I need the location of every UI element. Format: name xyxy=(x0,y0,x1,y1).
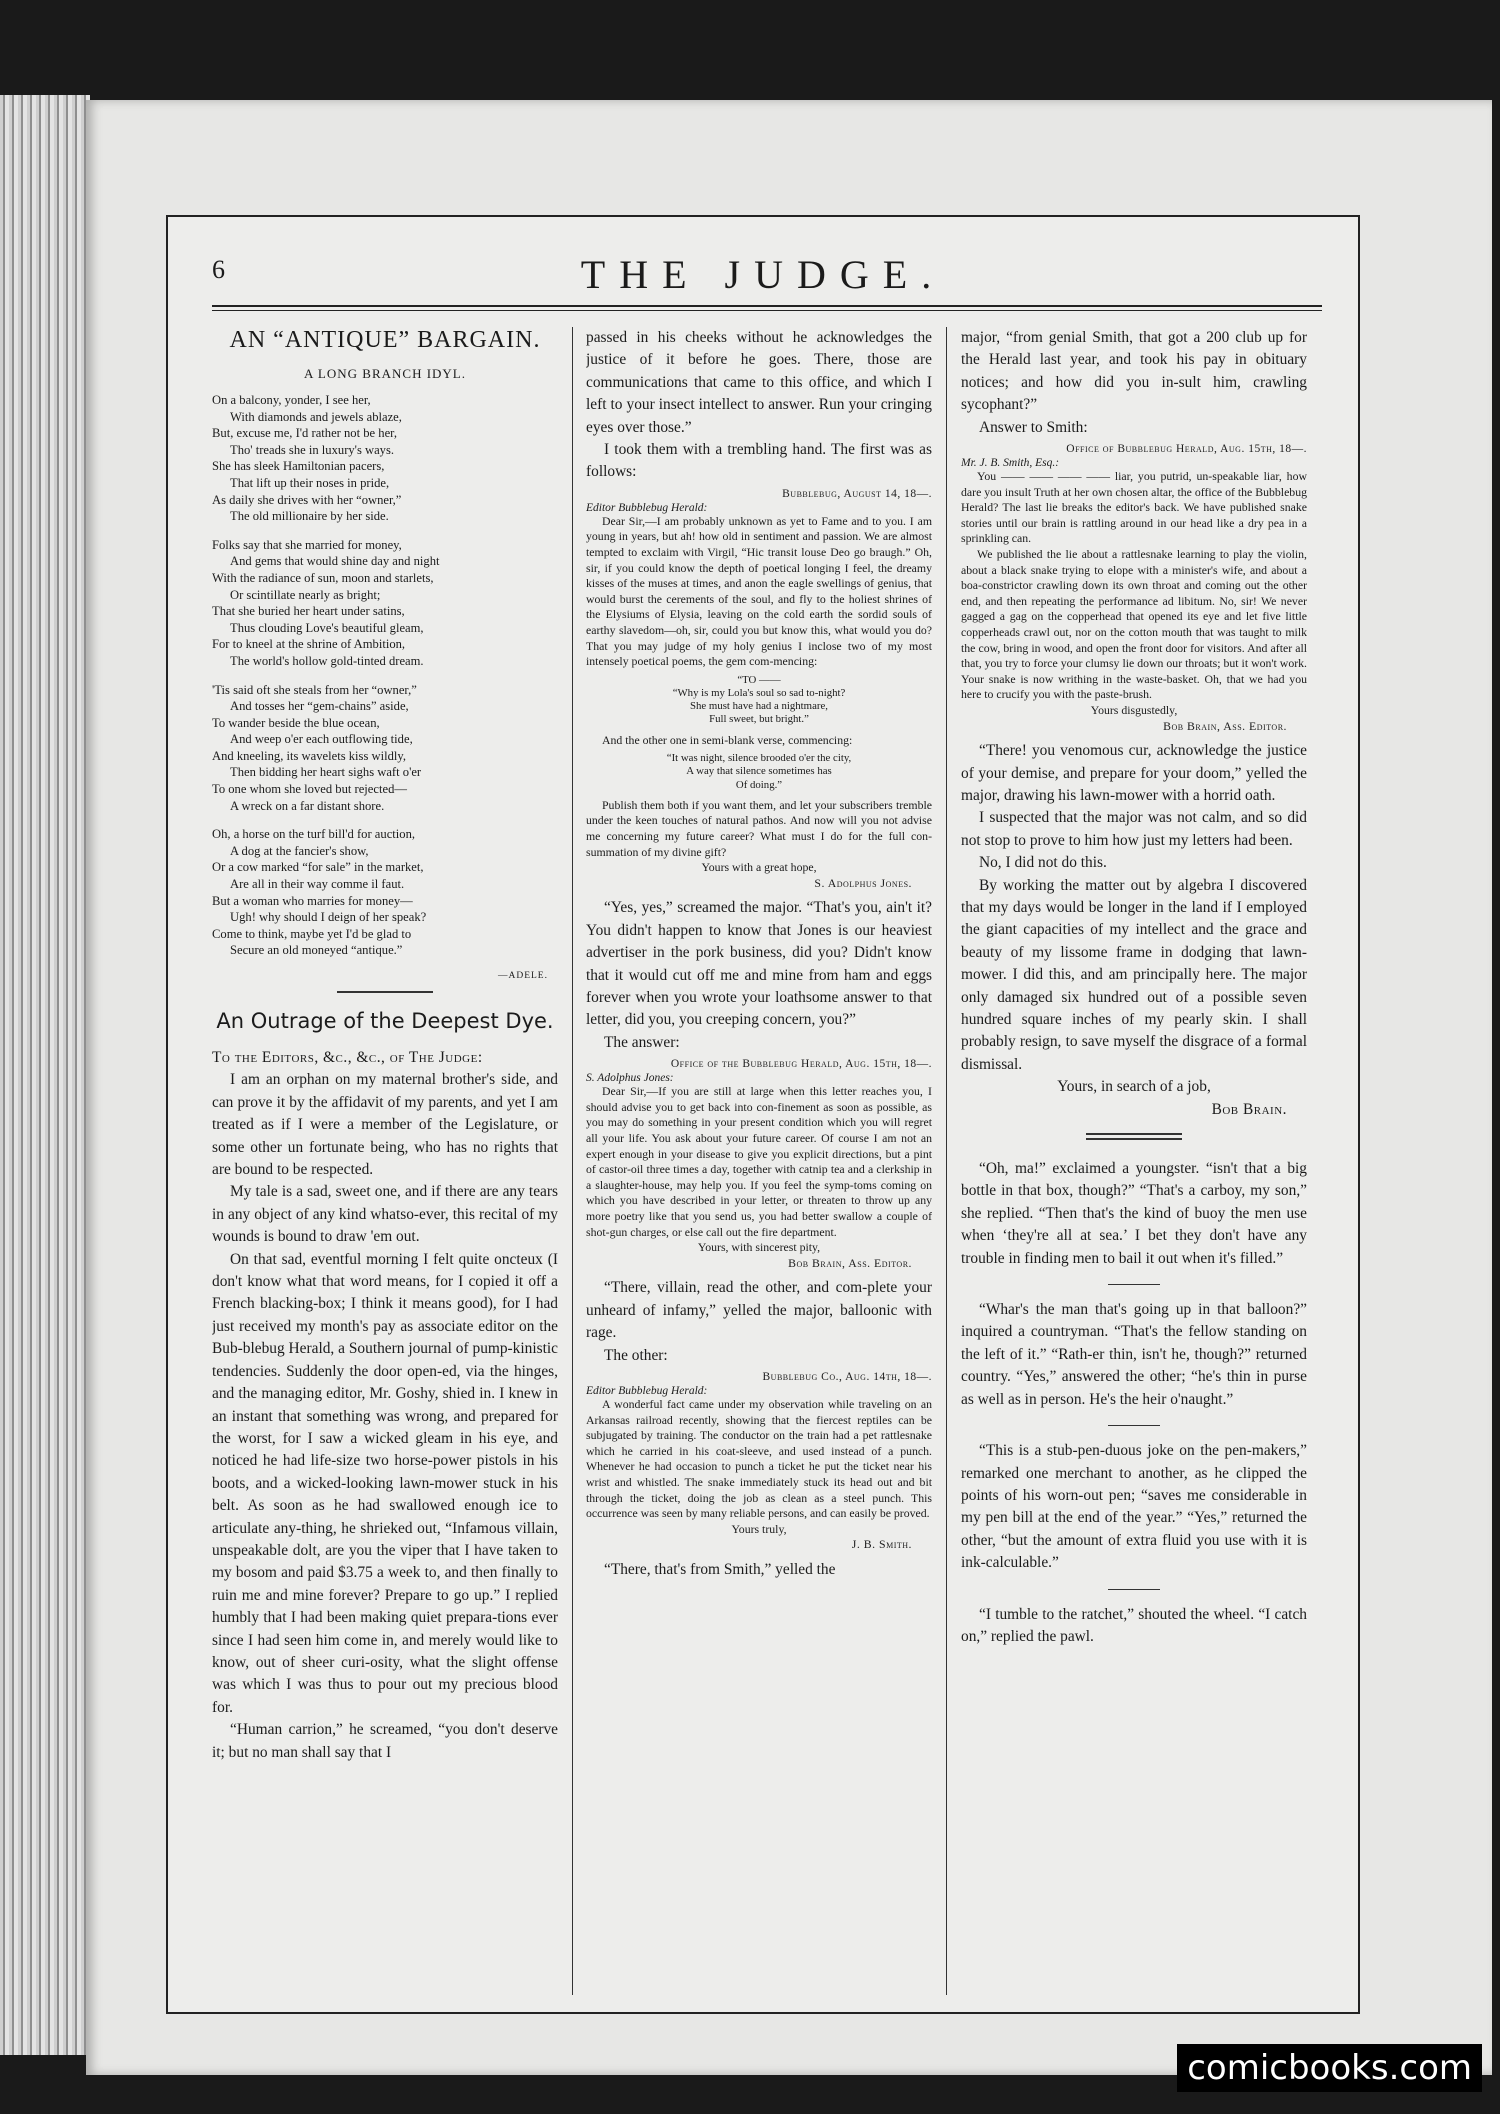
column-1 xyxy=(212,327,558,1995)
letter-closing: Yours, with sincerest pity, xyxy=(697,1240,821,1255)
header-rule-thin xyxy=(212,310,1322,311)
poem-line: Or scintillate nearly as bright; xyxy=(230,587,381,602)
joke: “I tumble to the ratchet,” shouted the wheel. “I catch on,” replied the pawl. xyxy=(961,1605,1307,1645)
poem-line: For to kneel at the shrine of Ambition, xyxy=(212,637,406,652)
letter-address: Mr. J. B. Smith, Esq.: xyxy=(961,457,1060,470)
poem-line: Folks say that she married for money, xyxy=(212,537,402,552)
poem-stanza xyxy=(212,392,558,525)
poem-stanza xyxy=(212,537,558,670)
letter-closing: Yours truly, xyxy=(731,1521,787,1536)
masthead: THE JUDGE. xyxy=(580,252,946,297)
article-title: An Outrage of the Deepest Dye. xyxy=(216,1009,554,1033)
letter-body: A wonderful fact came under my observation while traveling on an Arkansas railroad recently, showing that the fiercest reptiles can be subjugated by training. The conductor on the train had a pet rattlesnake which he carried in his coat-sleeve, and used instead of a punch. Whenever he had occasion to punch a ticket he put the ticket near his wrist and whistled. The snake immediately stuck its head out and bit through the ticket, doing the job as clean as a steel punch. This occurrence was seen by many reliable persons, and can easily be proved. xyxy=(586,1396,932,1521)
joke: “Oh, ma!” exclaimed a youngster. “isn't that a big bottle in that box, though?” “That's a carboy, my son,” she replied. “Then that's the kind of buoy the men use when ‘they're all at sea.’ I bet they don't have any trouble in finding men to bail it out when it's filled.” xyxy=(961,1160,1307,1267)
paragraph: “There! you venomous cur, acknowledge the justice of your demise, and prepare for your doom,” yelled the major, drawing his lawn-mower with a horrid oath. xyxy=(961,742,1307,804)
poem-line: But, excuse me, I'd rather not be her, xyxy=(212,426,398,441)
letter-body: We published the lie about a rattlesnake learning to play the violin, about a black snake trying to elope with a minister's wife, and about a boa-constrictor crawling down its own throat and coming out the other end, and then repeating the performance ad libitum. No, sir! We never gagged a gag on the copperhead that opened its eye and let five little copperheads crawl out, nor on the cotton mouth that was taught to milk the cow, bring in wood, and open the front door for visitors. And after all that, you try to force your clumsy lie down our throats; but it won't work. Your snake is now writhing in the waste-basket. Oh, that we had you here to crucify you with the paste-brush. xyxy=(961,547,1307,702)
letter-signature: J. B. Smith. xyxy=(851,1537,912,1552)
poem-line: That she buried her heart under satins, xyxy=(212,604,405,619)
paragraph: Answer to Smith: xyxy=(979,418,1088,436)
poem-line: And gems that would shine day and night xyxy=(230,554,440,569)
column-divider xyxy=(946,327,947,1995)
page-header xyxy=(168,217,1358,297)
poem-line: But a woman who marries for money— xyxy=(212,893,413,908)
column-3 xyxy=(961,327,1307,1995)
paragraph: major, “from genial Smith, that got a 200 club up for the Herald last year, and took his pay in obituary notices; and how did you in-sult him, crawling sycophant?” xyxy=(961,329,1307,414)
joke: “This is a stub-pen-duous joke on the pen-makers,” remarked one merchant to another, as he clipped the points of his worn-out pen; “saves me considerable in my pen bill at the end of the year.” “Yes,” returned the other, “but the amount of extra fluid you use with it is ink-calculable.” xyxy=(961,1442,1307,1572)
letter-dateline: Office of Bubblebug Herald, Aug. 15th, 18—. xyxy=(1066,443,1307,456)
poem-stanza xyxy=(212,682,558,815)
joke-rule xyxy=(1108,1425,1160,1426)
poem-line: And kneeling, its wavelets kiss wildly, xyxy=(212,748,407,763)
letter-address: Editor Bubblebug Herald: xyxy=(586,1384,708,1397)
closing: Yours, in search of a job, xyxy=(1057,1078,1211,1096)
poem-line: 'Tis said oft she steals from her “owner,” xyxy=(212,682,417,697)
column-2 xyxy=(586,327,932,1995)
section-rule xyxy=(337,991,433,993)
poem-title: AN “ANTIQUE” BARGAIN. xyxy=(229,327,541,353)
poem-line: Then bidding her heart sighs waft o'er xyxy=(230,765,422,780)
verse-line: “TO —— xyxy=(737,673,781,686)
paragraph: My tale is a sad, sweet one, and if there are any tears in any object of any kind whatso-ever, this recital of my wounds is bound to draw 'em out. xyxy=(212,1183,558,1246)
paragraph: I am an orphan on my maternal brother's side, and can prove it by the affidavit of my parents, and yet I am treated as if I were a member of the Legislature, or some other un fortunate being, who has no rights that are bound to be respected. xyxy=(212,1071,558,1179)
poem-line: She has sleek Hamiltonian pacers, xyxy=(212,459,385,474)
letter-body: Dear Sir,—If you are still at large when this letter reaches you, I should advise you to get back into con-finement as soon as possible, as you may do something in your present condition which you will regret all your life. You ask about your future career. Of course I am not an expert enough in your disease to give you explicit directions, but a pint of castor-oil three times a day, together with catnip tea and a clerkship in a slaughter-house, may help you. If you feel the symp-toms coming on which you have described in your letter, or threaten to throw up any more poetry like that you send us, you had better swallow a couple of shot-gun charges, or else call out the fire department. xyxy=(586,1084,932,1239)
poem-line: Thus clouding Love's beautiful gleam, xyxy=(230,620,424,635)
poem-line: The world's hollow gold-tinted dream. xyxy=(230,653,424,668)
page-edge-stack xyxy=(0,95,90,2055)
paragraph: No, I did not do this. xyxy=(979,854,1107,872)
letter-body: And the other one in semi-blank verse, commencing: xyxy=(602,732,853,747)
poem-line: To wander beside the blue ocean, xyxy=(212,715,380,730)
poem-line: Are all in their way comme il faut. xyxy=(230,877,405,892)
verse-line: Full sweet, but bright.” xyxy=(709,713,809,726)
joke-rule xyxy=(1108,1284,1160,1285)
letter-signature: Bob Brain, Ass. Editor. xyxy=(788,1255,912,1270)
letter-body: Publish them both if you want them, and let your subscribers tremble under the keen touches of natural pathos. And now will you not advise me concerning my future career? What must I do for the full con-summation of my divine gift? xyxy=(586,797,932,859)
poem-line: To one whom she loved but rejected— xyxy=(212,782,407,797)
letter-address: Editor Bubblebug Herald: xyxy=(586,501,708,514)
poem-line: The old millionaire by her side. xyxy=(230,509,389,524)
paragraph: By working the matter out by algebra I discovered that my days would be longer in the land if I employed the giant capacities of my intellect and the grace and beauty of my lissome frame in dodging that lawn-mower. I did this, and am principally here. The major only damaged six hundred out of a possible seven hundred square inches of my pearly skin. I shall probably resign, to save myself the disgrace of a formal dismissal. xyxy=(961,876,1307,1073)
poem-signature: —ADELE. xyxy=(497,971,548,981)
poem-line: Come to think, maybe yet I'd be glad to xyxy=(212,926,412,941)
poem-stanza xyxy=(212,826,558,959)
verse xyxy=(586,752,932,792)
page-frame xyxy=(166,215,1360,2014)
letter-dateline: Office of the Bubblebug Herald, Aug. 15th, 18—. xyxy=(670,1058,932,1071)
letter-closing: Yours with a great hope, xyxy=(701,860,817,875)
verse-line: She must have had a nightmare, xyxy=(690,700,828,713)
poem-line: That lift up their noses in pride, xyxy=(230,475,390,490)
poem-line: Tho' treads she in luxury's ways. xyxy=(230,442,395,457)
page-number: 6 xyxy=(212,255,225,284)
verse-line: A way that silence sometimes has xyxy=(686,765,832,778)
poem-line: Oh, a horse on the turf bill'd for auction, xyxy=(212,827,416,842)
watermark: comicbooks.com xyxy=(1177,2044,1482,2092)
joke: “Whar's the man that's going up in that balloon?” inquired a countryman. “That's the fellow standing on the left of it.” “Rath-er thin, isn't he, though?” returned country. “Yes,” answered the other; “he's thin in purse as well as in person. He's the heir o'naught.” xyxy=(961,1301,1307,1408)
poem-line: A wreck on a far distant shore. xyxy=(230,798,385,813)
paragraph: “Human carrion,” he screamed, “you don't deserve it; but no man shall say that I xyxy=(212,1721,558,1761)
verse xyxy=(586,674,932,727)
poem-line: A dog at the fancier's show, xyxy=(230,843,369,858)
poem-line: With the radiance of sun, moon and starlets, xyxy=(212,570,434,585)
paragraph: The answer: xyxy=(604,1033,680,1051)
paragraph: “Yes, yes,” screamed the major. “That's you, ain't it? You didn't happen to know that Jones is our heaviest advertiser in the pork business, did you? Didn't know that it would cut off me and mine from ham and eggs forever when you wrote your loathsome answer to that letter, did you, you creeping concern, you?” xyxy=(586,899,932,1029)
poem-line: Secure an old moneyed “antique.” xyxy=(230,943,403,958)
poem-line: With diamonds and jewels ablaze, xyxy=(230,409,402,424)
poem-subtitle: A LONG BRANCH IDYL. xyxy=(304,366,466,381)
poem-line: Ugh! why should I deign of her speak? xyxy=(230,910,427,925)
signature: Bob Brain. xyxy=(1211,1100,1287,1118)
poem-line: And tosses her “gem-chains” aside, xyxy=(230,699,409,714)
paragraph: On that sad, eventful morning I felt quite oncteux (I don't know what that word means, for I copied it off a French blacking-box; I think it means good), for I had just received my month's pay as associate editor on the Bub-blebug Herald, a Southern journal of pump-kinistic tendencies. Suddenly the door open-ed, via the hinges, and the managing editor, Mr. Goshy, shied in. I knew in an instant that something was wrong, and prepared for the worst, for I saw a wicked gleam in his eye, and noticed he had life-size two horse-power pistols in his boots, and a wicked-looking lawn-mower stuck in his belt. As soon as he had swallowed enough ice to articulate any-thing, he shrieked out, “Infamous villain, unspeakable dolt, are you the viper that I have taken to my bosom and paid $3.75 a week to, and then finally to ruin me and mine forever? Prepare to go up.” I replied humbly that I had been making quiet prepara-tions ever since I had seen him come in, and merely would like to know, out of sheer curi-osity, what the slight offense was which I was thus to pour out my precious blood for. xyxy=(212,1250,558,1716)
verse-line: Of doing.” xyxy=(735,778,783,791)
poem-line: Or a cow marked “for sale” in the market, xyxy=(212,860,424,875)
section-rule xyxy=(1086,1133,1182,1140)
letter-signature: S. Adolphus Jones. xyxy=(814,875,912,890)
paragraph: passed in his cheeks without he acknowledges the justice of it before he goes. There, those are communications that came to this office, and which I left to your insect intellect to answer. Run your cringing eyes over those.” xyxy=(586,329,932,436)
poem-line: As daily she drives with her “owner,” xyxy=(212,492,402,507)
letter-body: Dear Sir,—I am probably unknown as yet to Fame and to you. I am young in years, but ah! how old in sentiment and passion. We are almost tempted to exclaim with Virgil, “Hic transit louse Deo go braugh.” Oh, sir, if you could know the depth of poetical longing I feel, the dreamy kisses of the muses at times, and anon the eagle swellings of genius, that would burst the cerements of the soul, and fly to the holiest shrines of the Elysiums of Elysia, leaving on the cold earth the sordid souls of earthy slavedom—oh, sir, could you but know this, what would you do? That you may judge of my holy genius I inclose two of my most intensely poetical poems, the gem com-mencing: xyxy=(586,513,932,669)
letter-body: You —— —— —— —— liar, you putrid, un-speakable liar, how dare you insult Truth at her own chosen altar, the office of the Bubblebug Herald? The last lie breaks the editor's back. We have published snake stories until our brain is rattling around in our head like a dry pea in a sprinkling can. xyxy=(961,469,1307,546)
header-rule xyxy=(212,305,1322,307)
paragraph: I took them with a trembling hand. The first was as follows: xyxy=(586,441,932,481)
verse-line: “It was night, silence brooded o'er the city, xyxy=(666,752,852,765)
letter-signature: Bob Brain, Ass. Editor. xyxy=(1163,718,1287,733)
paragraph: “There, that's from Smith,” yelled the xyxy=(604,1560,836,1578)
poem xyxy=(212,392,558,959)
letter-address: S. Adolphus Jones: xyxy=(586,1072,674,1085)
joke-rule xyxy=(1108,1589,1160,1590)
column-divider xyxy=(572,327,573,1995)
letter-closing: Yours disgustedly, xyxy=(1090,702,1178,717)
paragraph: I suspected that the major was not calm, and so did not stop to prove to him how just my letters had been. xyxy=(961,809,1307,849)
paragraph: “There, villain, read the other, and com-plete your unheard of infamy,” yelled the major, balloonic with rage. xyxy=(586,1279,932,1342)
paragraph: The other: xyxy=(604,1346,668,1364)
salutation: To the Editors, &c., &c., of The Judge: xyxy=(212,1049,483,1066)
verse-line: “Why is my Lola's soul so sad to-night? xyxy=(672,686,846,699)
letter-dateline: Bubblebug, August 14, 18—. xyxy=(782,487,932,500)
poem-line: And weep o'er each outflowing tide, xyxy=(230,732,413,747)
letter-dateline: Bubblebug Co., Aug. 14th, 18—. xyxy=(762,1370,932,1383)
poem-line: On a balcony, yonder, I see her, xyxy=(212,393,371,407)
